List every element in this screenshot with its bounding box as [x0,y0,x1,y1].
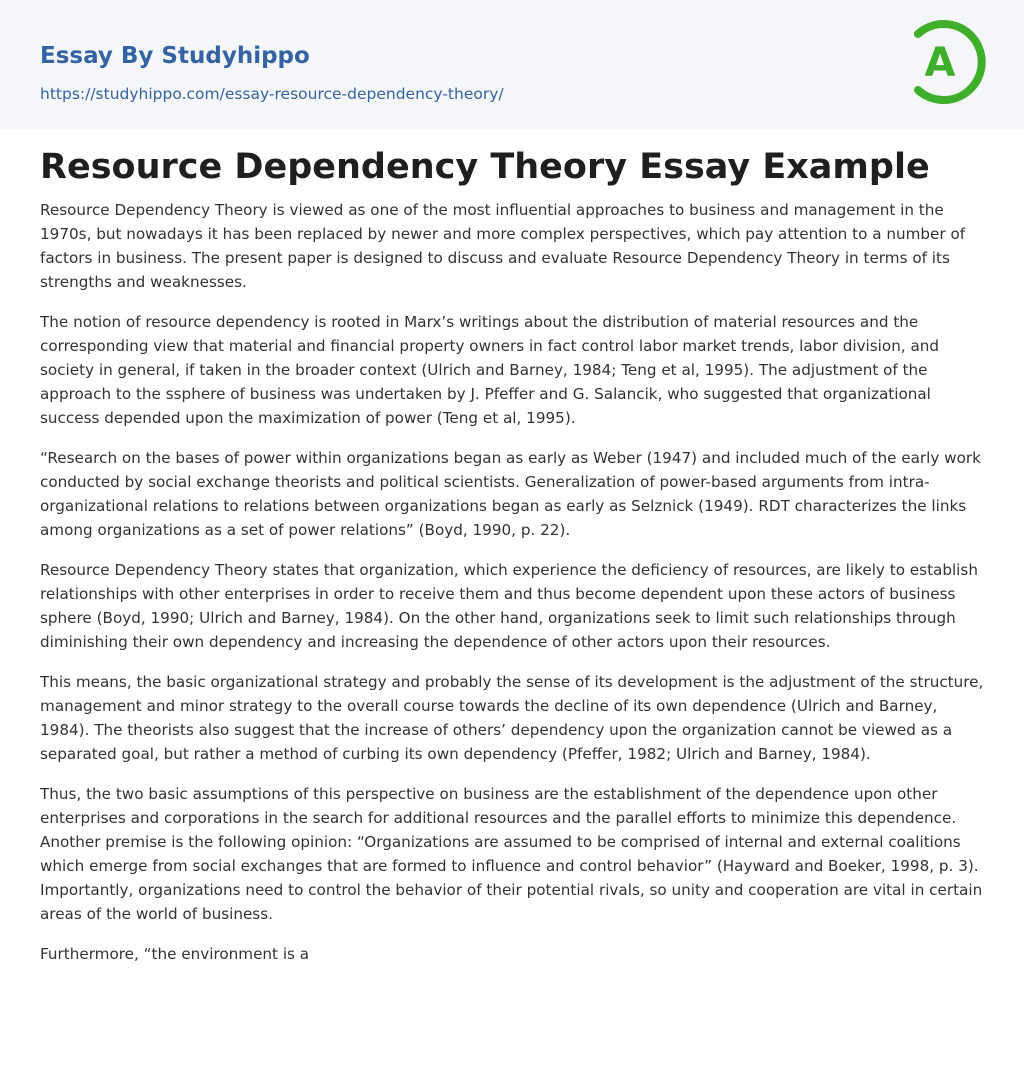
article-paragraph: Resource Dependency Theory is viewed as one of the most influential approaches to business and management in the 1970s, but nowadays it has been replaced by newer and more complex perspectives, which pay attention to a number of factors in business. The present paper is designed to discuss and evaluate Resource Dependency Theory in terms of its strengths and weaknesses. [40,201,966,291]
article-paragraph: The notion of resource dependency is rooted in Marx’s writings about the distribution of material resources and the corresponding view that material and financial property owners in fact control labor market trends, labor division, and society in general, if taken in the broader context (Ulrich and Barney, 1984; Teng et al, 1995). The adjustment of the approach to the ssphere of business was undertaken by J. Pfeffer and G. Salancik, who suggested that organizational success depended upon the maximization of power (Teng et al, 1995). [40,313,940,427]
article-paragraph: This means, the basic organizational strategy and probably the sense of its development is the adjustment of the structure, management and minor strategy to the overall course towards the decline of its own dependence (Ulrich and Barney, 1984). The theorists also suggest that the increase of others’ dependency upon the organization cannot be viewed as a separated goal, but rather a method of curbing its own dependency (Pfeffer, 1982; Ulrich and Barney, 1984). [40,673,984,763]
article [40,144,988,982]
article-paragraph: Resource Dependency Theory states that organization, which experience the deficiency of resources, are likely to establish relationships with other enterprises in order to receive them and thus become dependent upon these actors of business sphere (Boyd, 1990; Ulrich and Barney, 1984). On the other hand, organizations seek to limit such relationships through diminishing their own dependency and increasing the dependence of other actors upon their resources. [40,561,978,651]
article-paragraph: “Research on the bases of power within organizations began as early as Weber (1947) and included much of the early work conducted by social exchange theorists and political scientists. Generalization of power-based arguments from intra-organizational relations to relations between organizations began as early as Selznick (1949). RDT characterizes the links among organizations as a set of power relations” (Boyd, 1990, p. 22). [40,449,981,539]
essay-url-link[interactable]: https://studyhippo.com/essay-resource-dependency-theory/ [40,85,504,103]
article-paragraph-truncated: Furthermore, “the environment is a [40,945,310,963]
site-header [0,0,1024,129]
article-paragraph: Thus, the two basic assumptions of this perspective on business are the establishment of the dependence upon other enterprises and corporations in the search for additional resources and the parallel efforts to minimize this dependence. Another premise is the following opinion: “Organizations are assumed to be comprised of internal and external coalitions which emerge from social exchanges that are formed to influence and control behavior” (Hayward and Boeker, 1998, p. 3). Importantly, organizations need to control the behavior of their potential rivals, so unity and cooperation are vital in certain areas of the world of business. [40,785,983,923]
logo-a-icon [910,18,988,106]
brand-title: Essay By Studyhippo [40,43,310,69]
studyhippo-logo[interactable] [910,18,988,106]
page-title: Resource Dependency Theory Essay Example [40,147,930,187]
logo-letter: A [924,40,956,86]
